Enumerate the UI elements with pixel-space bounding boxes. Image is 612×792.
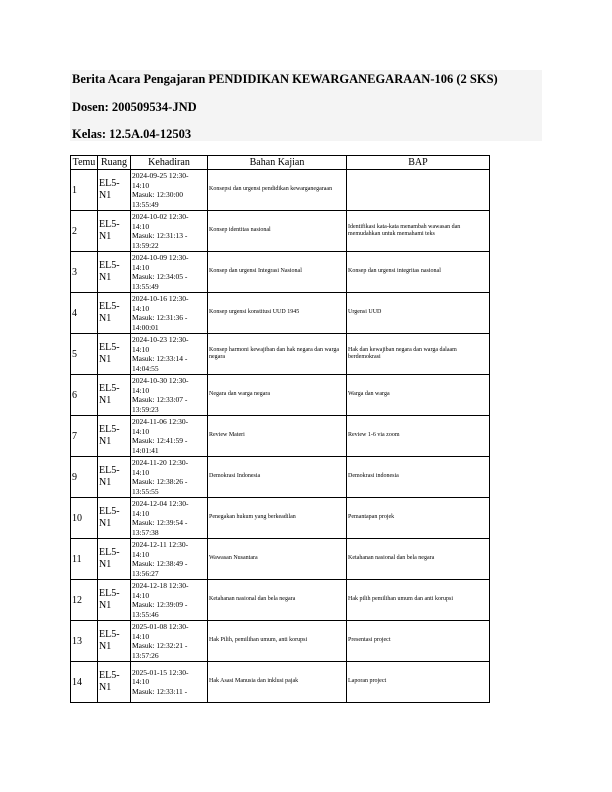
bap-text: Urgensi UUD (348, 309, 382, 316)
room-code-line1: EL5- (99, 424, 120, 435)
temu-cell (71, 293, 98, 334)
study-material-text: Hak Asasi Manusia dan inklusi pajak (209, 678, 299, 685)
check-out-time: 13:56:27 (132, 568, 159, 578)
bap-cell (347, 621, 490, 662)
study-material-text: Review Materi (209, 432, 245, 439)
schedule-date: 2024-10-23 12:30- (132, 335, 189, 344)
check-out-time: 14:04:55 (132, 363, 159, 373)
bahan-kajian-cell (208, 498, 347, 539)
check-in-time: Masuk: 12:30:00 (132, 190, 184, 199)
check-out-time: 14:01:41 (132, 445, 159, 455)
schedule-end: 14:10 (132, 221, 150, 231)
bap-text: Demokrasi indonesia (348, 473, 399, 480)
check-out-time: 13:59:22 (132, 240, 159, 250)
schedule-end: 14:10 (132, 677, 150, 687)
meeting-number: 11 (72, 553, 82, 565)
check-out-time: 13:57:26 (132, 650, 159, 660)
schedule-date: 2024-10-09 12:30- (132, 253, 189, 262)
check-in-time: Masuk: 12:31:13 - (132, 231, 188, 240)
schedule-date: 2024-10-30 12:30- (132, 376, 189, 385)
bahan-kajian-cell (208, 621, 347, 662)
teaching-report-table (70, 155, 490, 703)
ruang-cell (98, 580, 131, 621)
schedule-end: 14:10 (132, 180, 150, 190)
table-row (71, 457, 490, 498)
bap-cell (347, 334, 490, 375)
check-out-time: 13:55:49 (132, 199, 159, 209)
schedule-date: 2024-12-18 12:30- (132, 581, 189, 590)
check-in-time: Masuk: 12:39:09 - (132, 600, 188, 609)
table-row (71, 334, 490, 375)
room-code-line1: EL5- (99, 260, 120, 271)
check-in-time: Masuk: 12:39:54 - (132, 518, 188, 527)
bap-cell (347, 293, 490, 334)
column-header-kehadiran: Kehadiran (131, 156, 208, 170)
ruang-cell (98, 211, 131, 252)
bap-text: Presentasi project (348, 637, 391, 644)
room-code-line2: N1 (99, 477, 112, 488)
room-code-line2: N1 (99, 313, 112, 324)
kehadiran-cell (131, 621, 208, 662)
schedule-end: 14:10 (132, 426, 150, 436)
bahan-kajian-cell (208, 416, 347, 457)
kehadiran-cell (131, 457, 208, 498)
class-line: Kelas: 12.5A.04-12503 (72, 127, 192, 141)
bahan-kajian-cell (208, 293, 347, 334)
room-code-line2: N1 (99, 518, 112, 529)
schedule-end: 14:10 (132, 344, 150, 354)
column-header-temu: Temu (71, 156, 98, 170)
room-code-line1: EL5- (99, 342, 120, 353)
table-row (71, 211, 490, 252)
document-title: Berita Acara Pengajaran PENDIDIKAN KEWARGANEGARAAN-106 (2 SKS) (72, 72, 498, 86)
table-row (71, 293, 490, 334)
kehadiran-cell (131, 211, 208, 252)
study-material-text: Wawasan Nusantara (209, 555, 258, 562)
room-code-line2: N1 (99, 395, 112, 406)
schedule-date: 2025-01-08 12:30- (132, 622, 189, 631)
study-material-text: Penegakan hukum yang berkeadilan (209, 514, 296, 521)
kehadiran-cell (131, 334, 208, 375)
study-material-text: Konsep dan urgensi Integrasi Nasional (209, 268, 302, 275)
room-code-line1: EL5- (99, 629, 120, 640)
room-code-line2: N1 (99, 641, 112, 652)
schedule-end: 14:10 (132, 590, 150, 600)
ruang-cell (98, 457, 131, 498)
schedule-date: 2024-10-02 12:30- (132, 212, 189, 221)
bap-cell (347, 539, 490, 580)
check-out-time: 13:59:23 (132, 404, 159, 414)
meeting-number: 1 (72, 184, 77, 196)
bahan-kajian-cell (208, 457, 347, 498)
room-code-line1: EL5- (99, 506, 120, 517)
kehadiran-cell (131, 293, 208, 334)
ruang-cell (98, 334, 131, 375)
table-row (71, 539, 490, 580)
study-material-text: Konsep identitas nasional (209, 227, 271, 234)
bap-text: Warga dan warga (348, 391, 390, 398)
room-code-line1: EL5- (99, 588, 120, 599)
room-code-line2: N1 (99, 600, 112, 611)
column-header-ruang: Ruang (98, 156, 131, 170)
bap-cell (347, 457, 490, 498)
meeting-number: 4 (72, 307, 77, 319)
kehadiran-cell (131, 416, 208, 457)
kehadiran-cell (131, 539, 208, 580)
ruang-cell (98, 375, 131, 416)
room-code-line1: EL5- (99, 383, 120, 394)
schedule-end: 14:10 (132, 508, 150, 518)
temu-cell (71, 375, 98, 416)
bap-cell (347, 211, 490, 252)
temu-cell (71, 539, 98, 580)
check-in-time: Masuk: 12:31:36 - (132, 313, 188, 322)
schedule-end: 14:10 (132, 631, 150, 641)
kehadiran-cell (131, 375, 208, 416)
table-header-row (71, 156, 490, 170)
study-material-text: Konsepsi dan urgensi pendidikan kewarganegaraan (209, 186, 333, 193)
kehadiran-cell (131, 170, 208, 211)
study-material-text: Ketahanan nasional dan bela negara (209, 596, 296, 603)
check-in-time: Masuk: 12:38:49 - (132, 559, 188, 568)
check-in-time: Masuk: 12:33:11 - (132, 686, 188, 696)
temu-cell (71, 457, 98, 498)
room-code-line1: EL5- (99, 465, 120, 476)
bap-text: Hak dan kewajiban negara dan warga dalaam berdemokrasi (348, 346, 457, 360)
temu-cell (71, 252, 98, 293)
check-out-time: 13:55:49 (132, 281, 159, 291)
bap-text: Ketahanan nasional dan bela negara (348, 555, 435, 562)
bahan-kajian-cell (208, 170, 347, 211)
room-code-line2: N1 (99, 190, 112, 201)
temu-cell (71, 580, 98, 621)
ruang-cell (98, 621, 131, 662)
bap-cell (347, 580, 490, 621)
meeting-number: 2 (72, 225, 77, 237)
bahan-kajian-cell (208, 580, 347, 621)
room-code-line2: N1 (99, 231, 112, 242)
temu-cell (71, 334, 98, 375)
schedule-end: 14:10 (132, 303, 150, 313)
check-in-time: Masuk: 12:33:07 - (132, 395, 188, 404)
check-in-time: Masuk: 12:34:05 - (132, 272, 188, 281)
meeting-number: 9 (72, 471, 77, 483)
bap-cell (347, 170, 490, 211)
schedule-end: 14:10 (132, 385, 150, 395)
room-code-line2: N1 (99, 682, 112, 693)
schedule-date: 2024-09-25 12:30- (132, 171, 189, 180)
bap-text: Pemantapan projek (348, 514, 395, 521)
schedule-date: 2024-10-16 12:30- (132, 294, 189, 303)
bahan-kajian-cell (208, 539, 347, 580)
meeting-number: 14 (72, 676, 82, 688)
check-out-time: 13:55:46 (132, 609, 159, 619)
ruang-cell (98, 539, 131, 580)
table-row (71, 252, 490, 293)
meeting-number: 7 (72, 430, 77, 442)
room-code-line1: EL5- (99, 670, 120, 681)
bahan-kajian-cell (208, 334, 347, 375)
ruang-cell (98, 498, 131, 539)
check-out-time: 13:57:38 (132, 527, 159, 537)
room-code-line2: N1 (99, 436, 112, 447)
room-code-line2: N1 (99, 354, 112, 365)
ruang-cell (98, 293, 131, 334)
room-code-line2: N1 (99, 272, 112, 283)
room-code-line1: EL5- (99, 178, 120, 189)
bap-cell (347, 416, 490, 457)
check-in-time: Masuk: 12:33:14 - (132, 354, 188, 363)
bap-text: Hak pilih pemilihan umum dan anti korupsi (348, 596, 453, 603)
temu-cell (71, 416, 98, 457)
temu-cell (71, 662, 98, 703)
table-row (71, 416, 490, 457)
table-row (71, 580, 490, 621)
bap-text: Konsep dan urgensi integritas nasional (348, 268, 441, 275)
meeting-number: 6 (72, 389, 77, 401)
check-out-time: 14:00:01 (132, 322, 159, 332)
ruang-cell (98, 662, 131, 703)
bap-cell (347, 498, 490, 539)
schedule-date: 2024-12-04 12:30- (132, 499, 189, 508)
bahan-kajian-cell (208, 252, 347, 293)
temu-cell (71, 170, 98, 211)
table-row (71, 621, 490, 662)
study-material-text: Demokrasi Indonesia (209, 473, 261, 480)
study-material-text: Konsep harmoni kewajiban dan hak negara dan warga negara (209, 346, 340, 360)
table-row (71, 662, 490, 703)
kehadiran-cell (131, 662, 208, 703)
meeting-number: 5 (72, 348, 77, 360)
study-material-text: Hak Pilih, pemilihan umum, anti korupsi (209, 637, 308, 644)
column-header-bap: BAP (347, 156, 490, 170)
study-material-text: Konsep urgensi konstitusi UUD 1945 (209, 309, 300, 316)
check-out-time: 13:55:55 (132, 486, 159, 496)
bahan-kajian-cell (208, 662, 347, 703)
column-header-bahan-kajian: Bahan Kajian (208, 156, 347, 170)
bap-cell (347, 252, 490, 293)
bap-cell (347, 662, 490, 703)
kehadiran-cell (131, 498, 208, 539)
temu-cell (71, 498, 98, 539)
kehadiran-cell (131, 580, 208, 621)
temu-cell (71, 621, 98, 662)
schedule-end: 14:10 (132, 549, 150, 559)
temu-cell (71, 211, 98, 252)
ruang-cell (98, 416, 131, 457)
room-code-line1: EL5- (99, 547, 120, 558)
bap-text: Review 1-6 via zoom (348, 432, 400, 439)
schedule-end: 14:10 (132, 262, 150, 272)
bahan-kajian-cell (208, 211, 347, 252)
study-material-text: Negara dan warga negara (209, 391, 271, 398)
meeting-number: 12 (72, 594, 82, 606)
ruang-cell (98, 252, 131, 293)
room-code-line2: N1 (99, 559, 112, 570)
lecturer-line: Dosen: 200509534-JND (72, 100, 197, 114)
check-in-time: Masuk: 12:38:26 - (132, 477, 188, 486)
kehadiran-cell (131, 252, 208, 293)
bahan-kajian-cell (208, 375, 347, 416)
table-row (71, 498, 490, 539)
schedule-date: 2024-11-20 12:30- (132, 458, 189, 467)
meeting-number: 13 (72, 635, 82, 647)
bap-text: Laporan project (348, 678, 387, 685)
schedule-end: 14:10 (132, 467, 150, 477)
schedule-date: 2024-11-06 12:30- (132, 417, 189, 426)
ruang-cell (98, 170, 131, 211)
bap-cell (347, 375, 490, 416)
meeting-number: 3 (72, 266, 77, 278)
table-row (71, 375, 490, 416)
room-code-line1: EL5- (99, 219, 120, 230)
bap-text: Identifikasi kata-kata menambah wawasan dan memudahkan untuk memahami teks (348, 223, 461, 237)
check-in-time: Masuk: 12:41:59 - (132, 436, 188, 445)
table-row (71, 170, 490, 211)
room-code-line1: EL5- (99, 301, 120, 312)
schedule-date: 2024-12-11 12:30- (132, 540, 189, 549)
meeting-number: 10 (72, 512, 82, 524)
schedule-date: 2025-01-15 12:30- (132, 667, 189, 677)
check-in-time: Masuk: 12:32:21 - (132, 641, 188, 650)
